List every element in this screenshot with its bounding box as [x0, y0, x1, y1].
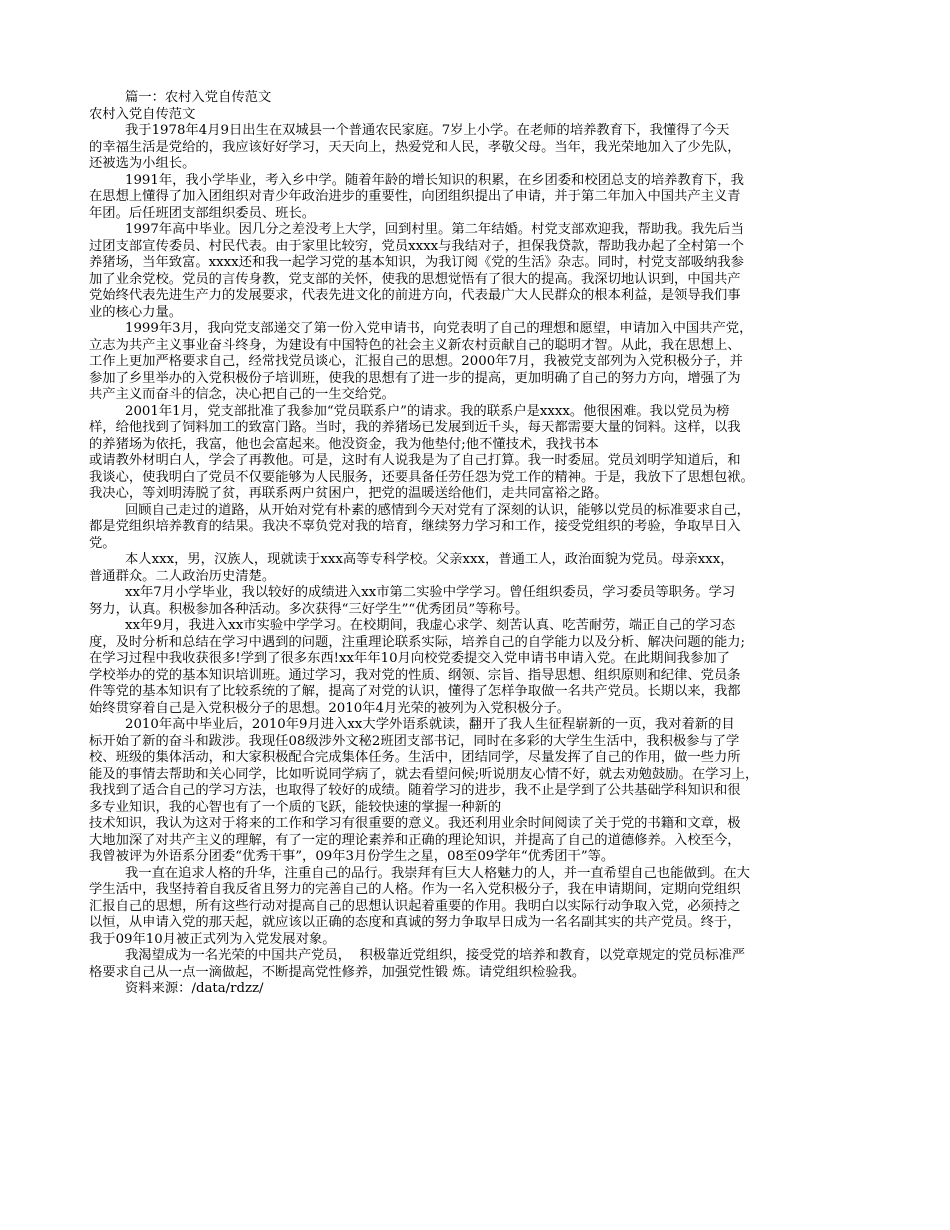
document-title: 篇一：农村入党自传范文: [125, 90, 272, 105]
text-line: 学校举办的党的基本知识培训班。通过学习，我对党的性质、纲领、宗旨、指导思想、组织原则和纪律、党员条: [89, 667, 741, 683]
text-line: 都是党组织培养教育的结果。我决不辜负党对我的培育，继续努力学习和工作，接受党组织的考验，争取早日入: [89, 519, 741, 534]
text-line: 业的核心力量。: [89, 304, 183, 320]
text-line: 在思想上懂得了加入团组织对青少年政治进步的重要性，向团组织提出了申请，并于第二年加入中国共产主义青: [89, 189, 741, 204]
text-line: 学生活中，我坚持着自我反省且努力的完善自己的人格。作为一名入党积极分子，我在申请期间，定期向党组织: [89, 882, 741, 897]
text-line: 资料来源：/data/rdzz/: [125, 981, 264, 996]
text-line: 我于1978年4月9日出生在双城县一个普通农民家庭。7岁上小学。在老师的培养教育下，我懂得了今天: [125, 123, 730, 138]
text-line: 1991年，我小学毕业，考入乡中学。随着年龄的增长知识的积累，在乡团委和校团总支的培养教育下，我: [125, 172, 744, 188]
text-line: 党始终代表先进生产力的发展要求，代表先进文化的前进方向，代表最广大人民群众的根本利益，是领导我们事: [89, 288, 741, 303]
text-line: 1999年3月，我向党支部递交了第一份入党申请书，向党表明了自己的理想和愿望，申请加入中国共产党，: [125, 321, 753, 336]
text-line: 普通群众。二人政治历史清楚。: [89, 568, 276, 584]
text-line: 校、班级的集体活动，和大家积极配合完成集体任务。生活中，团结同学，尽量发挥了自己的作用，做一些力所: [89, 750, 741, 765]
text-line: 努力，认真。积极参加各种活动。多次获得“三好学生”“优秀团员”等称号。: [89, 601, 529, 617]
text-line: 工作上更加严格要求自己，经常找党员谈心，汇报自己的思想。2000年7月，我被党支部列为入党积极分子，并: [89, 354, 743, 369]
text-line: 大地加深了对共产主义的理解，有了一定的理论素养和正确的理论知识，并提高了自己的道德修养。入校至今，: [89, 832, 741, 848]
text-line: 我一直在追求人格的升华，注重自己的品行。我崇拜有巨大人格魅力的人，并一直希望自己也能做到。在大: [125, 865, 750, 881]
text-line: 我于09年10月被正式列为入党发展对象。: [89, 931, 336, 947]
text-line: 立志为共产主义事业奋斗终身，为建设有中国特色的社会主义新农村贡献自己的聪明才智。从此，我在思想上、: [89, 337, 741, 353]
text-line: 过团支部宣传委员、村民代表。由于家里比较穷，党员xxxx与我结对子，担保我贷款，帮助我办起了全村第一个: [89, 238, 744, 254]
document-subtitle: 农村入党自传范文: [89, 106, 196, 122]
text-line: 加了业余党校。党员的言传身教，党支部的关怀，使我的思想觉悟有了很大的提高。我深切地认识到，中国共产: [89, 271, 741, 287]
text-line: 2010年高中毕业后，2010年9月进入xx大学外语系就读，翻开了我人生征程崭新的一页，我对着新的目: [125, 717, 735, 732]
text-line: 本人xxx，男，汉族人，现就读于xxx高等专科学校。父亲xxx，普通工人，政治面貌为党员。母亲xxx，: [125, 552, 734, 567]
text-line: 年团。后任班团支部组织委员、班长。: [89, 205, 316, 221]
text-line: xx年7月小学毕业，我以较好的成绩进入xx市第二实验中学学习。曾任组织委员，学习委员等职务。学习: [125, 585, 736, 600]
text-line: 2001年1月，党支部批准了我参加“党员联系户”的请求。我的联系户是xxxx。他很困难。我以党员为榜: [125, 403, 730, 419]
text-line: 还被选为小组长。: [89, 156, 196, 171]
text-line: 参加了乡里举办的入党积极份子培训班，使我的思想有了进一步的提高，更加明确了自己的努力方向，增强了为: [89, 370, 741, 386]
text-line: 1997年高中毕业。因几分之差没考上大学，回到村里。第二年结婚。村党支部欢迎我，帮助我。我先后当: [125, 222, 744, 237]
text-line: 我决心，等刘明涛脱了贫，再联系两户贫困户，把党的温暖送给他们，走共同富裕之路。: [89, 486, 608, 501]
text-line: 我谈心，使我明白了党员不仅要能够为人民服务，还要具备任劳任怨为党工作的精神。于是，我放下了思想包袱。: [89, 469, 754, 485]
text-line: 格要求自己从一点一滴做起，不断提高党性修养，加强党性锻 炼。请党组织检验我。: [89, 964, 586, 980]
text-line: 或请教外材明白人，学会了再教他。可是，这时有人说我是为了自己打算。我一时委屈。党员刘明学知道后，和: [89, 453, 741, 468]
text-line: 件等党的基本知识有了比较系统的了解，提高了对党的认识，懂得了怎样争取做一名共产党员。长期以来，我都: [89, 684, 741, 699]
text-line: 回顾自己走过的道路，从开始对党有朴素的感情到今天对党有了深刻的认识，能够以党员的标准要求自己，: [125, 502, 750, 518]
text-line: 的养猪场为依托，我富，他也会富起来。他没资金，我为他垫付;他不懂技术，我找书本: [89, 436, 599, 452]
text-line: 以恒，从申请入党的那天起，就应该以正确的态度和真诚的努力争取早日成为一名名副其实的共产党员。终于，: [89, 915, 741, 930]
document-body: [89, 90, 861, 998]
text-line: 样，给他找到了饲料加工的致富门路。当时，我的养猪场已发展到近千头，每天都需要大量的饲料。这样，以我: [89, 420, 741, 435]
text-line: 共产主义而奋斗的信念，决心把自己的一生交给党。: [89, 387, 395, 402]
text-line: 我渴望成为一名光荣的中国共产党员， 积极靠近党组织，接受党的培养和教育，以党章规定的党员标准严: [125, 948, 746, 963]
text-line: 我找到了适合自己的学习方法，也取得了较好的成绩。随着学习的进步，我不止是学到了公共基础学科知识和很: [89, 783, 741, 798]
text-line: 汇报自己的思想，所有这些行动对提高自己的思想认识起着重要的作用。我明白以实际行动争取入党，必须持之: [89, 898, 741, 914]
text-line: 能及的事情去帮助和关心同学，比如听说同学病了，就去看望问候;听说朋友心情不好，就去劝勉鼓励。在学习上，: [89, 766, 759, 782]
text-line: 我曾被评为外语系分团委“优秀干事”，09年3月份学生之星，08至09学年“优秀团干”等。: [89, 849, 615, 864]
text-line: 在学习过程中我收获很多!学到了很多东西!xx年年10月向校党委提交入党申请书申请入党。在此期间我参加了: [89, 651, 730, 666]
text-line: 标开始了新的奋斗和跋涉。我现任08级涉外文秘2班团支部书记，同时在多彩的大学生生活中，我积极参与了学: [89, 733, 740, 749]
text-line: 党。: [89, 535, 116, 551]
text-line: 的幸福生活是党给的，我应该好好学习，天天向上，热爱党和人民，孝敬父母。当年，我光荣地加入了少先队，: [89, 139, 741, 155]
text-line: 养猪场，当年致富。xxxx还和我一起学习党的基本知识，为我订阅《党的生活》杂志。同时，村党支部吸纳我参: [89, 255, 744, 270]
text-line: 始终贯穿着自己是入党积极分子的思想。2010年4月光荣的被列为入党积极分子。: [89, 700, 571, 716]
text-line: xx年9月，我进入xx市实验中学学习。在校期间，我虚心求学、刻苦认真、吃苦耐劳，端正自己的学习态: [125, 618, 736, 633]
text-line: 技术知识，我认为这对于将来的工作和学习有很重要的意义。我还利用业余时间阅读了关于党的书籍和文章，极: [89, 816, 741, 831]
text-line: 多专业知识，我的心智也有了一个质的飞跃，能较快速的掌握一种新的: [89, 799, 502, 815]
text-line: 度，及时分析和总结在学习中遇到的问题，注重理论联系实际，培养自己的自学能力以及分析、解决问题的能力;: [89, 634, 746, 650]
